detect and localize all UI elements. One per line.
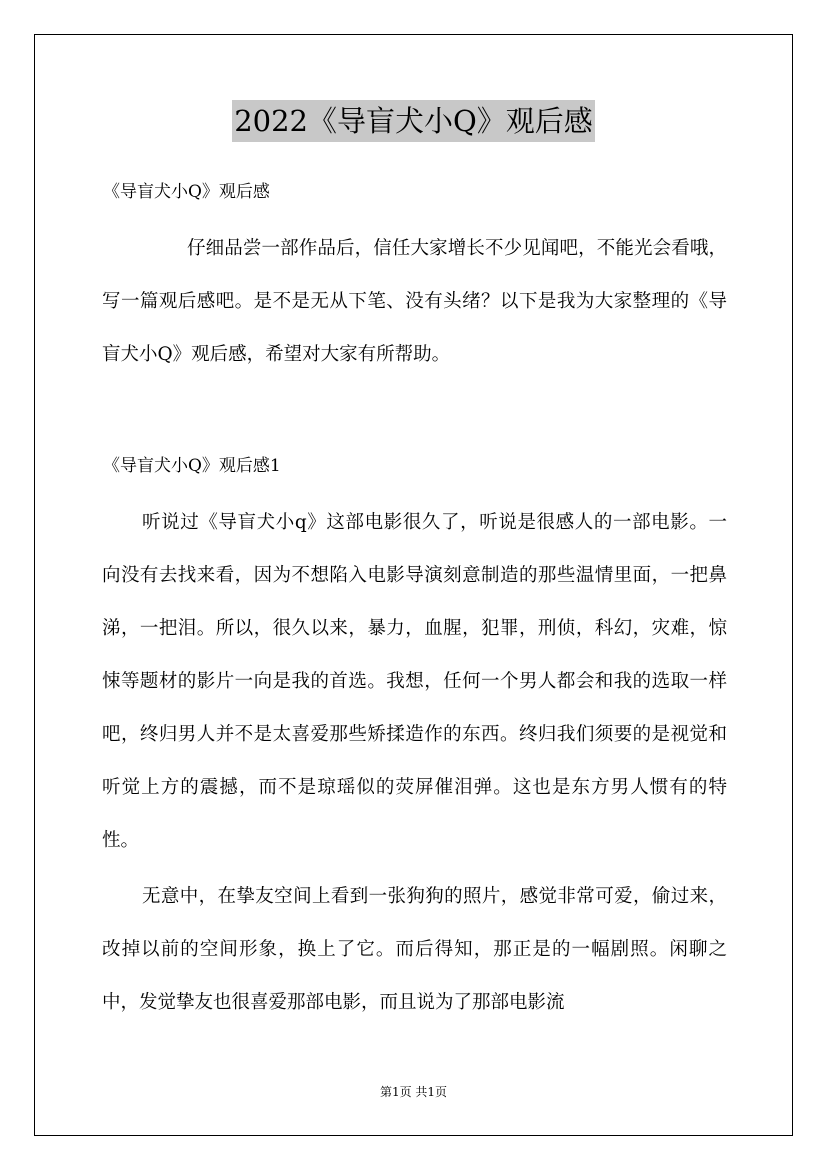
body-paragraph-2: 无意中，在挚友空间上看到一张狗狗的照片，感觉非常可爱，偷过来，改掉以前的空间形象，换上了它。而后得知，那正是的一幅剧照。闲聊之中，发觉挚友也很喜爱那部电影，而且说为了那部电影流	[102, 886, 727, 1013]
document-subtitle: 《导盲犬小Q》观后感	[103, 182, 270, 202]
intro-paragraph: 仔细品尝一部作品后，信任大家增长不少见闻吧，不能光会看哦，写一篇观后感吧。是不是无从下笔、没有头绪？以下是我为大家整理的《导盲犬小Q》观后感，希望对大家有所帮助。	[102, 238, 727, 365]
page-footer: 第1页 共1页	[379, 1085, 448, 1099]
document-title: 2022《导盲犬小Q》观后感	[232, 100, 595, 142]
body-paragraph-1: 听说过《导盲犬小q》这部电影很久了，听说是很感人的一部电影。一向没有去找来看，因为不想陷入电影导演刻意制造的那些温情里面，一把鼻涕，一把泪。所以，很久以来，暴力，血腥，犯罪，刑侦，科幻，灾难，惊悚等题材的影片一向是我的首选。我想，任何一个男人都会和我的选取一样吧，终归男人并不是太喜爱那些矫揉造作的东西。终归我们须要的是视觉和听觉上方的震撼，而不是琼瑶似的荧屏催泪弹。这也是东方男人惯有的特性。	[102, 512, 727, 851]
section-heading: 《导盲犬小Q》观后感1	[103, 456, 281, 476]
title-container	[0, 100, 827, 142]
